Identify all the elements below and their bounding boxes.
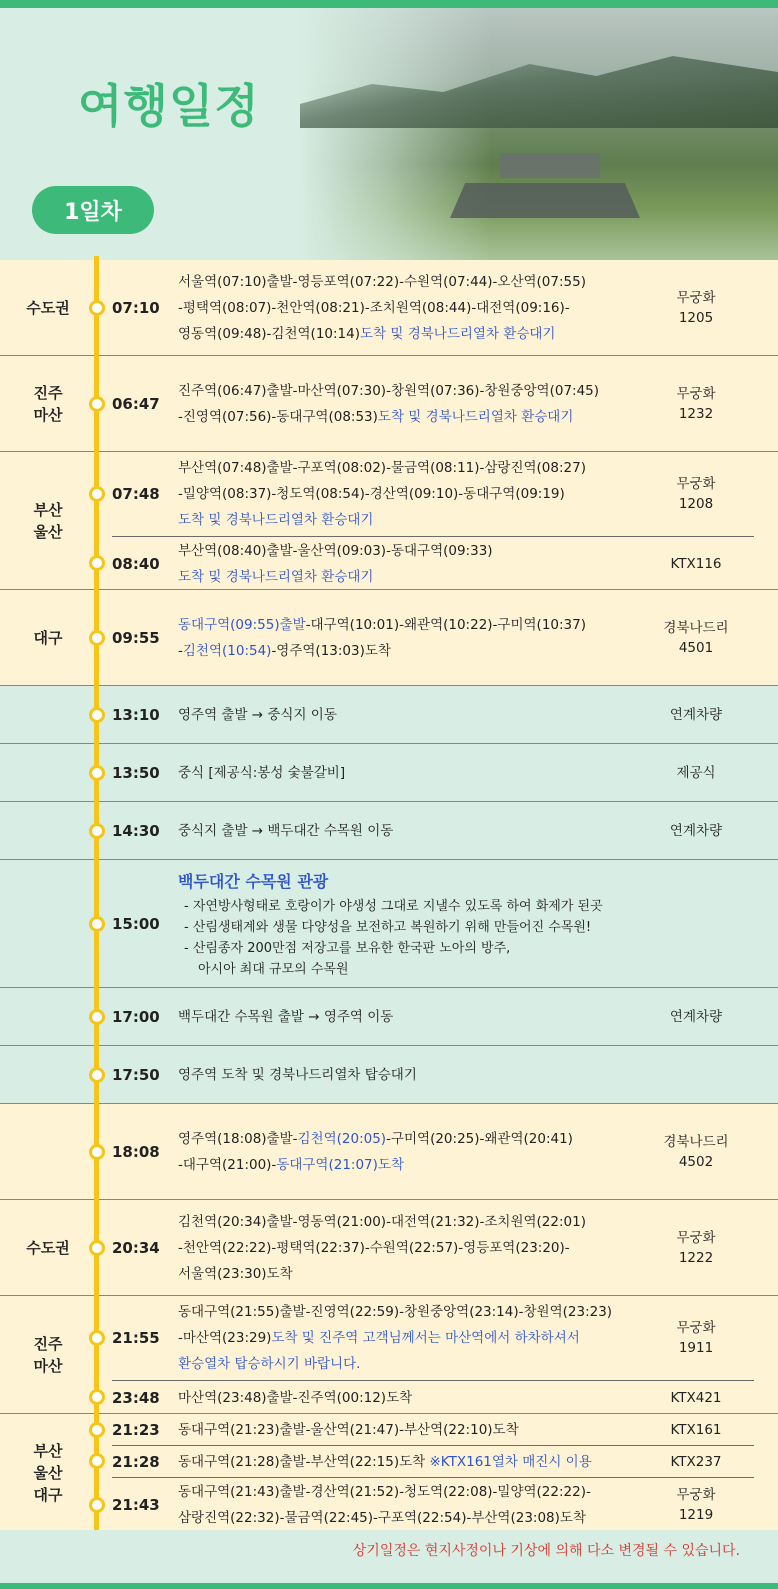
route-text: 동대구역(21:23)출발-울산역(21:47)-부산역(22:10)도착 [178, 1421, 519, 1438]
route-description [178, 686, 638, 744]
departure-region [0, 744, 96, 801]
schedule-entry [112, 260, 754, 356]
route-line [178, 538, 638, 564]
departure-time: 07:48 [112, 485, 160, 503]
page-title: 여행일정 [78, 79, 260, 133]
route-description [178, 1478, 638, 1532]
route-line [178, 1209, 638, 1235]
departure-region [0, 686, 96, 743]
route-text: 영주역 도착 및 경북나드리열차 탑승대기 [178, 1067, 417, 1083]
route-text: 김천역(20:34)출발-영동역(21:00)-대전역(21:32)-조치원역(22:01) [178, 1214, 586, 1230]
route-description [178, 1046, 638, 1104]
route-text: 부산역(07:48)출발-구포역(08:02)-물금역(08:11)-삼랑진역(08:27) [178, 460, 586, 476]
route-text: -마산역(23:29) [178, 1330, 272, 1346]
schedule-row [0, 1104, 778, 1200]
footer [0, 1530, 778, 1589]
timeline-dot [89, 555, 105, 571]
schedule-row [0, 686, 778, 744]
route-text: 부산역(08:40)출발-울산역(09:03)-동대구역(09:33) [178, 542, 493, 559]
route-text: -대구역(21:00)- [178, 1157, 277, 1173]
schedule-entry [112, 1200, 754, 1296]
schedule-entry [112, 1380, 754, 1414]
route-description [178, 1296, 638, 1380]
schedule-row [0, 260, 778, 356]
page-header [0, 8, 778, 260]
route-line [178, 378, 638, 404]
route-description [178, 802, 638, 860]
route-highlight: 김천역(10:54) [182, 643, 272, 659]
train-info: 무궁화 1222 [676, 1230, 716, 1266]
departure-time: 06:47 [112, 395, 160, 413]
route-line [178, 481, 638, 507]
departure-time: 21:55 [112, 1329, 160, 1347]
schedule-entry [112, 452, 754, 536]
timeline-dot [89, 1067, 105, 1083]
timeline-dot [89, 1240, 105, 1256]
departure-time: 23:48 [112, 1388, 160, 1407]
timeline-dot [89, 707, 105, 723]
schedule-entry [112, 1296, 754, 1380]
top-accent-bar [0, 0, 778, 8]
train-info: 연계차량 [669, 707, 723, 723]
route-text: -진영역(07:56)-동대구역(08:53) [178, 409, 378, 425]
departure-region [0, 1046, 96, 1103]
schedule-entry [112, 1445, 754, 1477]
route-description [178, 537, 638, 590]
departure-time: 13:50 [112, 764, 160, 782]
timeline-dot [89, 1330, 105, 1346]
route-text: 진주역(06:47)출발-마산역(07:30)-창원역(07:36)-창원중앙역(07:45) [178, 383, 600, 399]
train-info: 무궁화 1232 [676, 386, 716, 422]
departure-region: 수도권 [26, 1238, 70, 1257]
departure-region [0, 860, 96, 987]
route-line [178, 612, 638, 638]
schedule-row [0, 452, 778, 590]
route-text: -구미역(20:25)-왜관역(20:41) [386, 1131, 573, 1147]
departure-time: 20:34 [112, 1239, 160, 1257]
route-highlight: ※KTX161열차 매진시 이용 [429, 1453, 592, 1470]
departure-time: 08:40 [112, 554, 160, 573]
departure-region: 진주 마산 [33, 383, 63, 424]
route-line [178, 321, 638, 347]
route-line [178, 455, 638, 481]
route-highlight: 도착 및 경북나드리열차 환승대기 [178, 512, 374, 528]
route-line [178, 1351, 638, 1377]
route-text: 백두대간 수목원 출발 → 영주역 이동 [178, 1009, 394, 1025]
route-line [178, 1126, 638, 1152]
departure-time: 15:00 [112, 915, 160, 933]
departure-time: 21:28 [112, 1452, 160, 1471]
schedule-entry [112, 1104, 754, 1200]
route-text: 중식지 출발 → 백두대간 수목원 이동 [178, 823, 394, 839]
departure-time: 13:10 [112, 706, 160, 724]
departure-region: 수도권 [26, 298, 70, 317]
departure-region: 진주 마산 [33, 1334, 63, 1375]
route-line [178, 564, 638, 590]
route-line [178, 1325, 638, 1351]
route-description [178, 1414, 638, 1445]
route-description [178, 452, 638, 536]
schedule-entry [112, 536, 754, 590]
schedule-entry [112, 860, 754, 988]
route-line [178, 760, 638, 786]
schedule-entry [112, 686, 754, 744]
arboretum-photo [300, 8, 778, 260]
route-highlight: 도착 및 경북나드리열차 환승대기 [360, 326, 556, 342]
train-info: 연계차량 [669, 823, 723, 839]
route-text: 삼랑진역(22:32)-물금역(22:45)-구포역(22:54)-부산역(23:08)도착 [178, 1510, 586, 1526]
train-info: 경북나드리 4502 [663, 1134, 729, 1170]
route-description [178, 1104, 638, 1200]
attraction-bullet: - 산림종자 200만점 저장고를 보유한 한국판 노아의 방주, [184, 941, 511, 956]
route-description [178, 860, 638, 988]
schedule-row [0, 988, 778, 1046]
route-line [178, 507, 638, 533]
route-line [178, 1385, 638, 1411]
timeline-dot [89, 1144, 105, 1160]
route-description [178, 988, 638, 1046]
departure-region [0, 988, 96, 1045]
train-info [638, 1046, 754, 1104]
attraction-bullet: - 자연방사형태로 호랑이가 야생성 그대로 지낼수 있도록 하여 화제가 된곳 [184, 899, 603, 914]
route-line [178, 1062, 638, 1088]
train-info: KTX116 [670, 555, 722, 572]
route-text: 동대구역(21:28)출발-부산역(22:15)도착 [178, 1453, 430, 1470]
timeline-dot [89, 765, 105, 781]
route-description [178, 260, 638, 356]
timeline-dot [89, 1389, 105, 1405]
route-description [178, 744, 638, 802]
timeline-dot [89, 916, 105, 932]
schedule-entry [112, 1046, 754, 1104]
route-text: 영주역 출발 → 중식지 이동 [178, 707, 337, 723]
train-info: KTX421 [670, 1389, 722, 1406]
schedule-row [0, 802, 778, 860]
schedule-entry [112, 356, 754, 452]
departure-region [0, 802, 96, 859]
departure-time: 07:10 [112, 299, 160, 317]
schedule-entry [112, 988, 754, 1046]
attraction-title: 백두대간 수목원 관광 [178, 872, 329, 891]
route-description [178, 356, 638, 452]
route-text: 서울역(23:30)도착 [178, 1266, 293, 1282]
route-text: -밀양역(08:37)-청도역(08:54)-경산역(09:10)-동대구역(09:19) [178, 486, 565, 502]
route-description [178, 590, 638, 686]
route-text: -평택역(08:07)-천안역(08:21)-조치원역(08:44)-대전역(09:16)- [178, 300, 570, 316]
route-line [178, 702, 638, 728]
train-info: KTX161 [670, 1421, 722, 1438]
timeline-dot [89, 396, 105, 412]
route-text: - [178, 643, 183, 659]
attraction-bullet: 아시아 최대 규모의 수목원 [198, 962, 349, 977]
timeline-dot [89, 486, 105, 502]
disclaimer-note: 상기일정은 현지사정이나 기상에 의해 다소 변경될 수 있습니다. [352, 1543, 740, 1559]
route-highlight: 환승열차 탑승하시기 바랍니다. [178, 1356, 361, 1372]
route-line [178, 1235, 638, 1261]
departure-time: 17:50 [112, 1066, 160, 1084]
route-line [178, 638, 638, 664]
route-line [178, 1299, 638, 1325]
timeline-dot [89, 300, 105, 316]
route-line [178, 1417, 638, 1443]
route-description [178, 1446, 638, 1477]
timeline-dot [89, 1009, 105, 1025]
timeline-dot [89, 1453, 105, 1469]
route-text: 중식 [제공식:봉성 숯불갈비] [178, 765, 346, 781]
departure-time: 21:23 [112, 1420, 160, 1439]
route-text: 동대구역(21:55)출발-진영역(22:59)-창원중앙역(23:14)-창원역(23:23) [178, 1304, 613, 1320]
route-text: -천안역(22:22)-평택역(22:37)-수원역(22:57)-영등포역(23:20)- [178, 1240, 570, 1256]
route-text: 영주역(18:08)출발- [178, 1131, 298, 1147]
departure-region: 부산 울산 대구 [33, 1441, 63, 1504]
route-line [178, 295, 638, 321]
schedule-row [0, 860, 778, 988]
departure-region: 대구 [33, 628, 63, 647]
route-highlight: 동대구역(21:07)도착 [276, 1157, 404, 1173]
route-highlight: 도착 및 진주역 고객님께서는 마산역에서 하차하셔서 [271, 1330, 580, 1346]
train-info: 무궁화 1208 [676, 476, 716, 512]
train-info: 연계차량 [669, 1009, 723, 1025]
route-description [178, 1381, 638, 1414]
departure-time: 17:00 [112, 1008, 160, 1026]
train-info: 무궁화 1911 [676, 1320, 716, 1356]
timeline-dot [89, 823, 105, 839]
route-text: 영동역(09:48)-김천역(10:14) [178, 326, 360, 342]
route-text: 서울역(07:10)출발-영등포역(07:22)-수원역(07:44)-오산역(07:55) [178, 274, 586, 290]
route-text: -대구역(10:01)-왜관역(10:22)-구미역(10:37) [305, 617, 586, 633]
train-info: 무궁화 1219 [676, 1487, 716, 1523]
schedule-entry [112, 1414, 754, 1445]
route-highlight: 동대구역(09:55)출발 [178, 617, 306, 633]
timeline-dot [89, 1497, 105, 1513]
route-description [178, 1200, 638, 1296]
route-text: -영주역(13:03)도착 [271, 643, 391, 659]
departure-time: 21:43 [112, 1496, 160, 1514]
route-line [178, 1449, 638, 1475]
train-info [638, 860, 754, 988]
timeline-dot [89, 630, 105, 646]
schedule-row [0, 590, 778, 686]
departure-region: 부산 울산 [33, 500, 63, 541]
schedule-entry [112, 744, 754, 802]
schedule-entry [112, 1477, 754, 1532]
schedule-row [0, 1296, 778, 1414]
departure-time: 18:08 [112, 1143, 160, 1161]
route-line [178, 1261, 638, 1287]
itinerary-table [0, 260, 778, 1532]
departure-time: 09:55 [112, 629, 160, 647]
route-line [178, 404, 638, 430]
route-text: 마산역(23:48)출발-진주역(00:12)도착 [178, 1389, 413, 1406]
train-info: 경북나드리 4501 [663, 620, 729, 656]
schedule-row [0, 1414, 778, 1532]
attraction-bullet: - 산림생태계와 생물 다양성을 보전하고 복원하기 위해 만들어진 수목원! [184, 920, 592, 935]
route-highlight: 김천역(20:05) [297, 1131, 387, 1147]
bottom-accent-bar [0, 1583, 778, 1589]
departure-region [0, 1104, 96, 1199]
schedule-row [0, 744, 778, 802]
route-highlight: 도착 및 경북나드리열차 환승대기 [178, 568, 374, 585]
train-info: 무궁화 1205 [676, 290, 716, 326]
route-line [178, 818, 638, 844]
schedule-row [0, 356, 778, 452]
train-info: 제공식 [676, 765, 716, 781]
day-badge: 1일차 [32, 186, 154, 234]
schedule-row [0, 1046, 778, 1104]
train-info: KTX237 [670, 1453, 722, 1470]
route-line [178, 1505, 638, 1531]
schedule-row [0, 1200, 778, 1296]
route-text: 동대구역(21:43)출발-경산역(21:52)-청도역(22:08)-밀양역(22:22)- [178, 1484, 591, 1500]
route-line [178, 1004, 638, 1030]
schedule-entry [112, 802, 754, 860]
route-line [178, 1152, 638, 1178]
timeline-dot [89, 1422, 105, 1438]
route-line [178, 1479, 638, 1505]
route-line [178, 269, 638, 295]
route-highlight: 도착 및 경북나드리열차 환승대기 [377, 409, 574, 425]
departure-time: 14:30 [112, 822, 160, 840]
schedule-entry [112, 590, 754, 686]
